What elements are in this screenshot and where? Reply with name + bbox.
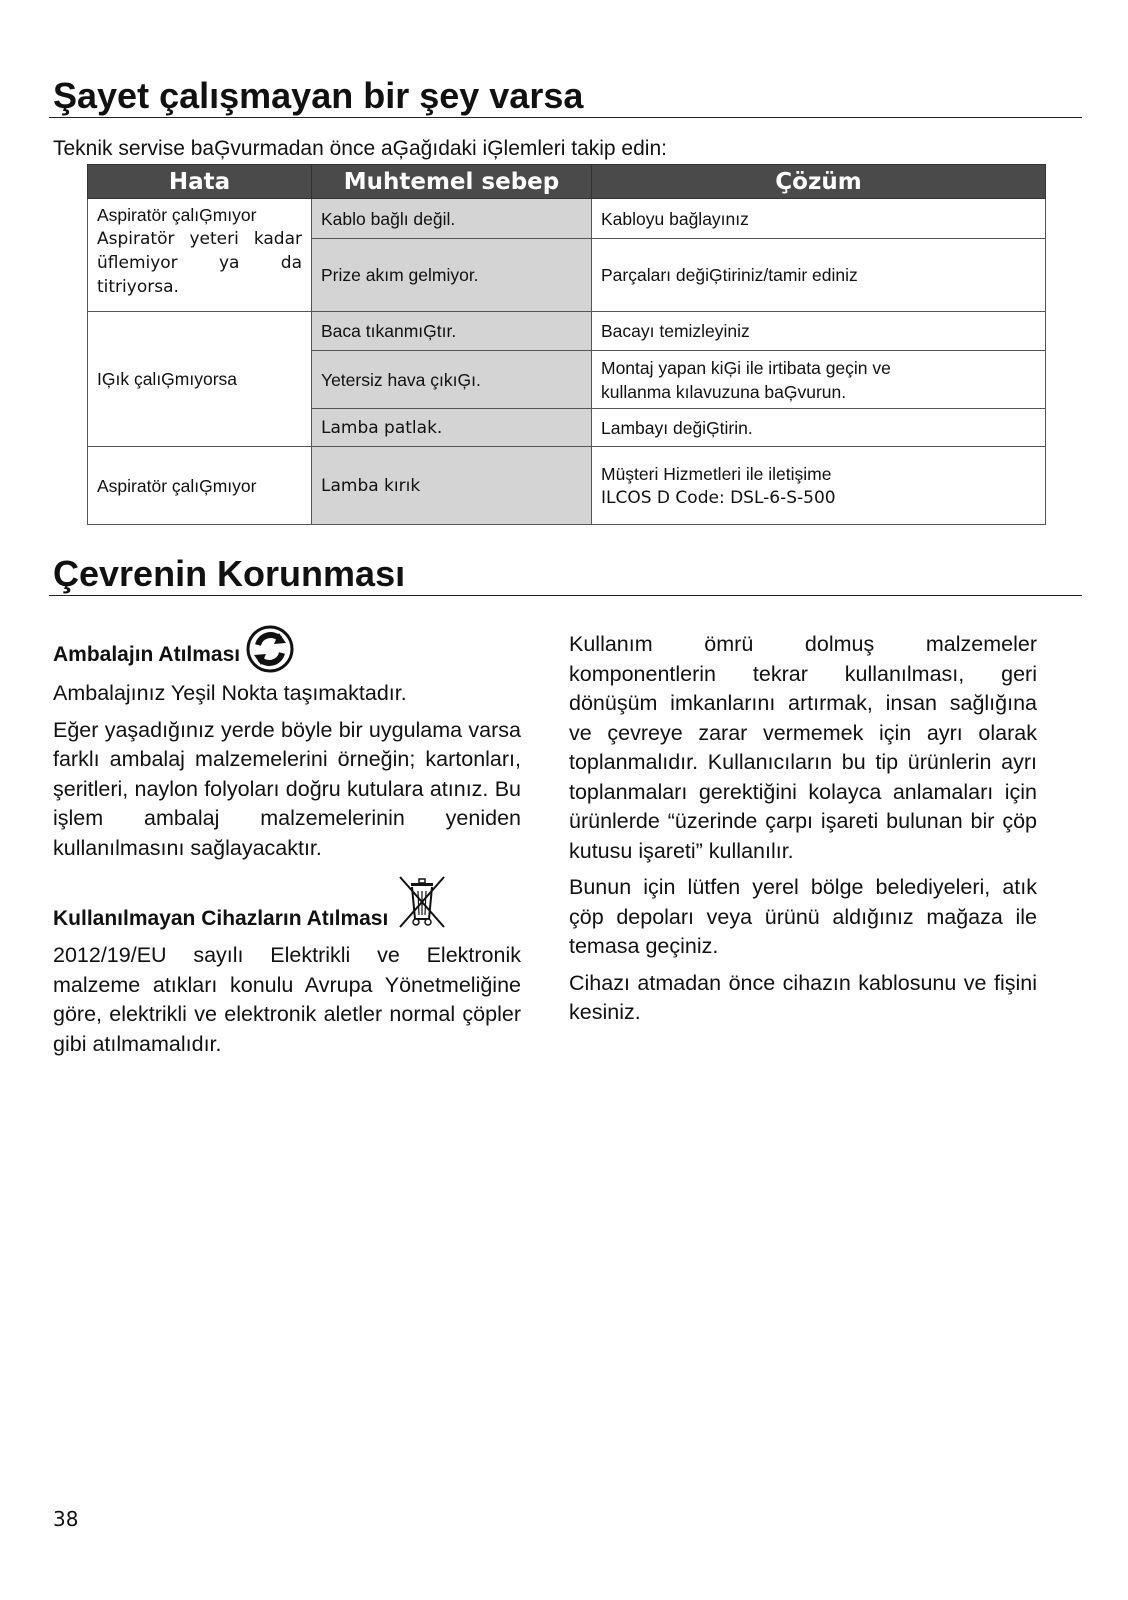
fault-text: titriyorsa. <box>97 277 179 297</box>
device-heading-row <box>53 873 521 933</box>
fault-cell-3: Aspiratör çalıĢmıyor <box>88 447 312 525</box>
page-number: 38 <box>53 1507 79 1531</box>
cause-cell: Baca tıkanmıĢtır. <box>312 312 592 351</box>
fault-text: Aspiratör çalıĢmıyor <box>97 205 257 225</box>
section-title-troubleshooting: Şayet çalışmayan bir şey varsa <box>53 75 584 116</box>
troubleshooting-table <box>87 164 1046 525</box>
left-column <box>53 623 521 1066</box>
solution-cell: Kabloyu bağlayınız <box>592 199 1046 239</box>
header-fault: Hata <box>88 165 312 199</box>
title-rule <box>49 595 1082 596</box>
table-header-row <box>88 165 1046 199</box>
solution-cell: Bacayı temizleyiniz <box>592 312 1046 351</box>
title-rule <box>49 117 1082 118</box>
device-paragraph: 2012/19/EU sayılı Elektrikli ve Elektronik malzeme atıkları konulu Avrupa Yönetmeliğine göre, elektrikli ve elektronik aletler normal çöpler gibi atılmamalıdır. <box>53 943 521 1056</box>
crossed-bin-icon <box>394 873 450 931</box>
solution-cell: Lambayı değiĢtirin. <box>592 409 1046 447</box>
device-heading: Kullanılmayan Cihazların Atılması <box>53 906 389 930</box>
cause-cell: Yetersiz hava çıkıĢı. <box>312 351 592 409</box>
solution-cell: Parçaları değiĢtiriniz/tamir ediniz <box>592 239 1046 312</box>
packaging-heading: Ambalajın Atılması <box>53 642 241 666</box>
packaging-paragraph-1: Ambalajınız Yeşil Nokta taşımaktadır. <box>53 681 407 705</box>
solution-cell <box>592 351 1046 409</box>
right-column <box>569 630 1037 1035</box>
solution-cell <box>592 447 1046 525</box>
disposal-paragraph-2: Bunun için lütfen yerel bölge belediyeleri, atık çöp depoları veya ürünü aldığınız mağaza ile temasa geçiniz. <box>569 875 1037 958</box>
header-cause: Muhtemel sebep <box>312 165 592 199</box>
fault-text: Aspiratör yeteri kadar <box>97 229 302 249</box>
table-row <box>88 447 1046 525</box>
green-dot-icon <box>246 625 294 673</box>
troubleshooting-intro: Teknik servise baĢvurmadan önce aĢağıdaki iĢlemleri takip edin: <box>53 137 667 160</box>
disposal-paragraph-3: Cihazı atmadan önce cihazın kablosunu ve fişini kesiniz. <box>569 970 1037 1024</box>
section-title-environment: Çevrenin Korunması <box>53 553 406 594</box>
fault-text: üflemiyor ya da <box>97 253 302 273</box>
cause-cell: Lamba kırık <box>312 447 592 525</box>
table-row <box>88 312 1046 351</box>
cause-cell: Kablo bağlı değil. <box>312 199 592 239</box>
fault-cell-1 <box>88 199 312 312</box>
cause-cell: Prize akım gelmiyor. <box>312 239 592 312</box>
packaging-heading-row <box>53 623 521 669</box>
table-row <box>88 199 1046 239</box>
solution-text: Montaj yapan kiĢi ile irtibata geçin ve <box>601 357 891 378</box>
cause-cell: Lamba patlak. <box>312 409 592 447</box>
fault-cell-2: IĢık çalıĢmıyorsa <box>88 312 312 447</box>
disposal-paragraph-1: Kullanım ömrü dolmuş malzemeler komponentlerin tekrar kullanılması, geri dönüşüm imkanlarını artırmak, insan sağlığına ve çevreye zarar vermemek için ayrı olarak toplanmalıdır. Kullanıcıların bu tip ürünlerin ayrı toplanmaları gerektiğini kolayca anlamaları için ürünlerde “üzerinde çarpı işareti bulunan bir çöp kutusu işareti” kullanılır. <box>569 632 1037 863</box>
ilcos-code: ILCOS D Code: DSL-6-S-500 <box>601 487 836 508</box>
solution-text: kullanma kılavuzuna baĢvurun. <box>601 381 847 402</box>
packaging-paragraph-2: Eğer yaşadığınız yerde böyle bir uygulama varsa farklı ambalaj malzemelerini örneğin; kartonları, şeritleri, naylon folyoları doğru kutulara atınız. Bu işlem ambalaj malzemelerinin yeniden kullanılmasını sağlayacaktır. <box>53 717 521 860</box>
solution-text: Müşteri Hizmetleri ile iletişime <box>601 463 832 484</box>
header-solution: Çözüm <box>592 165 1046 199</box>
